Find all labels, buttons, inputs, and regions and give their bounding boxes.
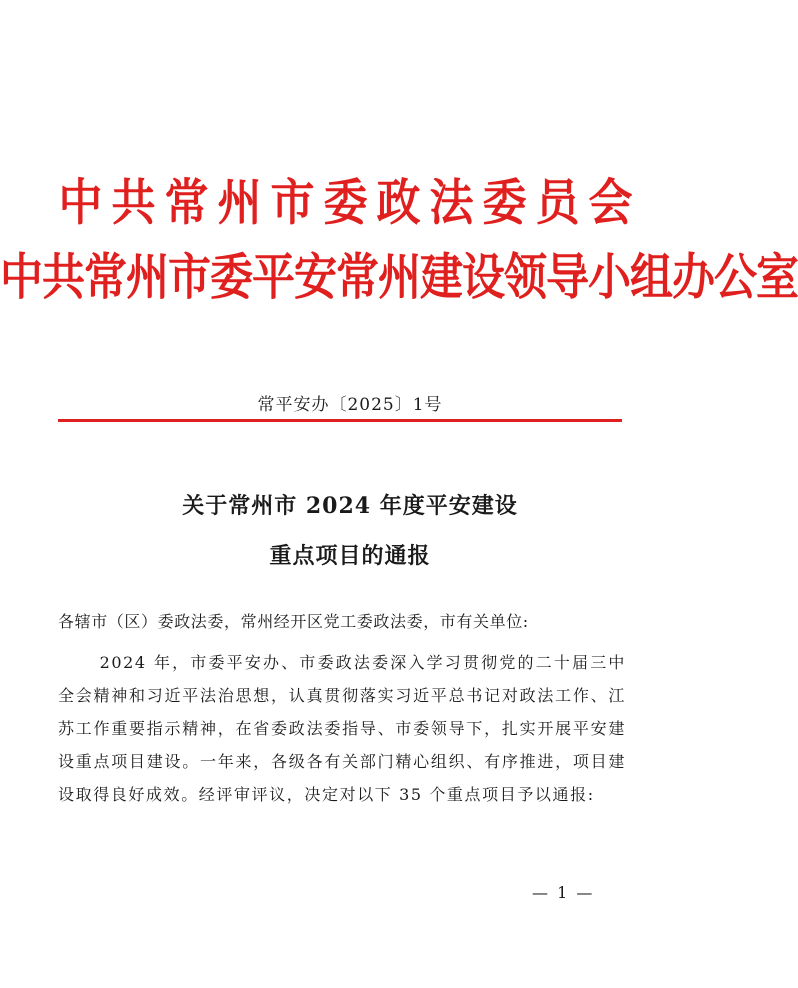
addressee-line: 各辖市（区）委政法委，常州经开区党工委政法委，市有关单位: [58,612,529,631]
document-number: 常平安办〔2025〕1号 [257,395,443,415]
document-title-line-1: 关于常州市 2024 年度平安建设 [182,493,518,519]
issuing-authority-line-1: 中共常州市委政法委员会 [58,174,642,232]
issuing-authority-line-2: 中共常州市委平安常州建设领导小组办公室 [0,249,798,307]
red-separator-line [58,419,622,422]
document-title-line-2: 重点项目的通报 [269,543,431,569]
page-number: — 1 — [532,883,595,902]
body-paragraph: 2024 年，市委平安办、市委政法委深入学习贯彻党的二十届三中全会精神和习近平法治思想，认真贯彻落实习近平总书记对政法工作、江苏工作重要指示精神，在省委政法委指导、市委领导下，扎实开展平安建设重点项目建设。一年来，各级各有关部门精心组织、有序推进，项目建设取得良好成效。经评审评议，决定对以下 35 个重点项目予以通报: [58,653,626,804]
